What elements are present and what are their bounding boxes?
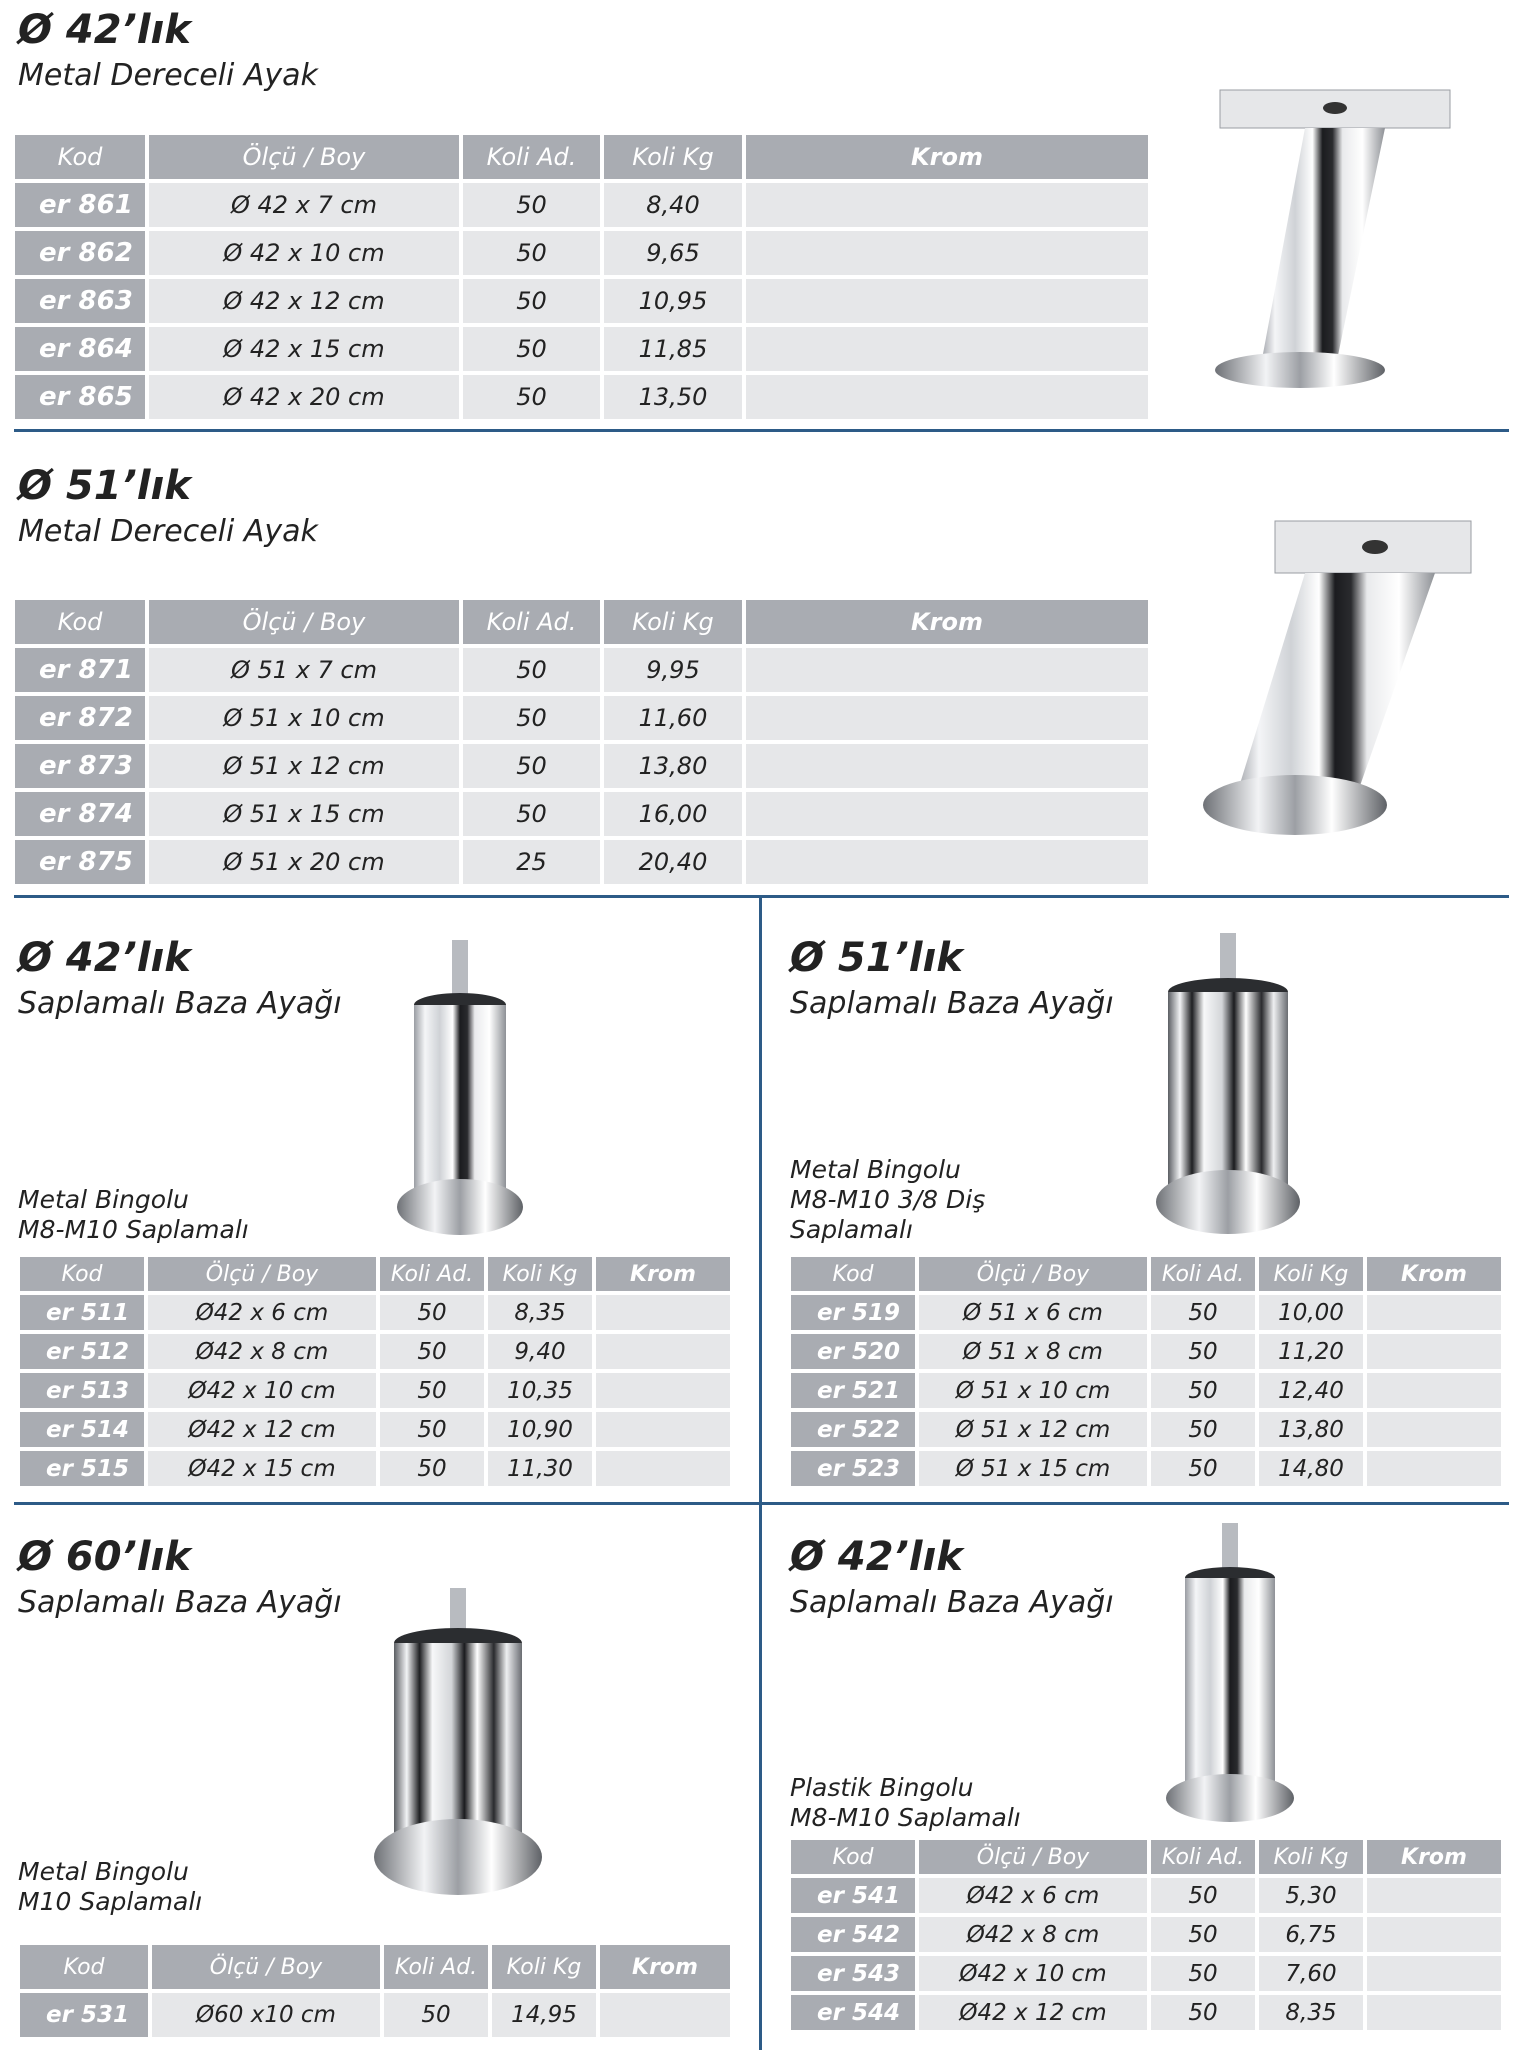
- table-row: [791, 1878, 1501, 1913]
- section-title: Ø 42’lık: [18, 935, 191, 981]
- col-koli-kg: Koli Kg: [492, 1945, 596, 1989]
- olcu-cell: Ø 51 x 12 cm: [149, 744, 459, 788]
- olcu-cell: Ø42 x 10 cm: [919, 1956, 1147, 1991]
- krom-cell: [1367, 1878, 1501, 1913]
- koli-kg-cell: 8,35: [488, 1295, 592, 1330]
- section-subtitle: Metal Dereceli Ayak: [18, 58, 318, 93]
- krom-cell: [746, 279, 1148, 323]
- col-koli-ad: Koli Ad.: [463, 600, 600, 644]
- kod-cell: er 520: [791, 1334, 915, 1369]
- spec-table-871: [11, 596, 1152, 888]
- koli-ad-cell: 50: [463, 231, 600, 275]
- table-row: [15, 840, 1148, 884]
- col-olcu: Ölçü / Boy: [148, 1257, 376, 1291]
- angled-leg-51-image: [1195, 515, 1475, 845]
- koli-kg-cell: 11,20: [1259, 1334, 1363, 1369]
- col-kod: Kod: [791, 1840, 915, 1874]
- section-42-saplamali-metal: [18, 935, 342, 1021]
- koli-kg-cell: 11,60: [604, 696, 742, 740]
- table-row: [20, 1451, 730, 1486]
- kod-cell: er 861: [15, 183, 145, 227]
- krom-cell: [1367, 1412, 1501, 1447]
- koli-kg-cell: 16,00: [604, 792, 742, 836]
- kod-cell: er 864: [15, 327, 145, 371]
- koli-kg-cell: 10,95: [604, 279, 742, 323]
- koli-kg-cell: 11,30: [488, 1451, 592, 1486]
- baza-leg-60-image: [370, 1585, 545, 1900]
- table-row: [791, 1956, 1501, 1991]
- koli-kg-cell: 10,00: [1259, 1295, 1363, 1330]
- koli-ad-cell: 50: [1151, 1956, 1255, 1991]
- kod-cell: er 512: [20, 1334, 144, 1369]
- baza-leg-42-metal-image: [395, 935, 530, 1240]
- col-koli-ad: Koli Ad.: [380, 1257, 484, 1291]
- kod-cell: er 862: [15, 231, 145, 275]
- koli-ad-cell: 50: [1151, 1412, 1255, 1447]
- koli-kg-cell: 9,95: [604, 648, 742, 692]
- olcu-cell: Ø 51 x 8 cm: [919, 1334, 1147, 1369]
- col-koli-ad: Koli Ad.: [1151, 1840, 1255, 1874]
- krom-cell: [1367, 1917, 1501, 1952]
- note-line: Plastik Bingolu: [790, 1773, 974, 1802]
- olcu-cell: Ø42 x 8 cm: [919, 1917, 1147, 1952]
- kod-cell: er 544: [791, 1995, 915, 2030]
- table-row: [791, 1373, 1501, 1408]
- koli-ad-cell: 50: [380, 1295, 484, 1330]
- note-line: Saplamalı: [790, 1215, 913, 1244]
- krom-cell: [746, 792, 1148, 836]
- vertical-divider: [759, 897, 762, 2050]
- col-koli-kg: Koli Kg: [1259, 1257, 1363, 1291]
- section-42-dereceli: [18, 7, 318, 93]
- koli-kg-cell: 13,80: [604, 744, 742, 788]
- koli-ad-cell: 50: [463, 279, 600, 323]
- koli-kg-cell: 7,60: [1259, 1956, 1363, 1991]
- kod-cell: er 874: [15, 792, 145, 836]
- section-title: Ø 51’lık: [18, 463, 191, 509]
- table-row: [15, 648, 1148, 692]
- koli-ad-cell: 50: [463, 696, 600, 740]
- note-line: Metal Bingolu: [790, 1155, 961, 1184]
- col-koli-kg: Koli Kg: [604, 135, 742, 179]
- section-subtitle: Saplamalı Baza Ayağı: [18, 1585, 342, 1620]
- krom-cell: [1367, 1334, 1501, 1369]
- koli-kg-cell: 11,85: [604, 327, 742, 371]
- spec-table-541: [787, 1836, 1505, 2034]
- col-kod: Kod: [15, 600, 145, 644]
- col-kod: Kod: [20, 1945, 148, 1989]
- olcu-cell: Ø 51 x 15 cm: [149, 792, 459, 836]
- krom-cell: [1367, 1295, 1501, 1330]
- olcu-cell: Ø 51 x 10 cm: [919, 1373, 1147, 1408]
- table-row: [15, 792, 1148, 836]
- table-row: [15, 696, 1148, 740]
- note-line: M8-M10 Saplamalı: [18, 1215, 249, 1244]
- koli-kg-cell: 9,65: [604, 231, 742, 275]
- koli-ad-cell: 50: [380, 1451, 484, 1486]
- koli-kg-cell: 13,50: [604, 375, 742, 419]
- koli-ad-cell: 50: [1151, 1995, 1255, 2030]
- olcu-cell: Ø 51 x 7 cm: [149, 648, 459, 692]
- table-row: [20, 1295, 730, 1330]
- krom-cell: [596, 1334, 730, 1369]
- col-kod: Kod: [15, 135, 145, 179]
- krom-cell: [746, 183, 1148, 227]
- kod-cell: er 863: [15, 279, 145, 323]
- spec-table-519: [787, 1253, 1505, 1490]
- note-line: Metal Bingolu: [18, 1185, 189, 1214]
- col-koli-ad: Koli Ad.: [384, 1945, 488, 1989]
- krom-cell: [1367, 1451, 1501, 1486]
- col-krom: Krom: [1367, 1257, 1501, 1291]
- koli-kg-cell: 14,95: [492, 1993, 596, 2037]
- koli-ad-cell: 25: [463, 840, 600, 884]
- kod-cell: er 872: [15, 696, 145, 740]
- olcu-cell: Ø 51 x 6 cm: [919, 1295, 1147, 1330]
- col-koli-kg: Koli Kg: [604, 600, 742, 644]
- koli-kg-cell: 9,40: [488, 1334, 592, 1369]
- product-note: [18, 1185, 249, 1245]
- olcu-cell: Ø 51 x 15 cm: [919, 1451, 1147, 1486]
- section-subtitle: Metal Dereceli Ayak: [18, 514, 318, 549]
- koli-ad-cell: 50: [384, 1993, 488, 2037]
- kod-cell: er 865: [15, 375, 145, 419]
- table-row: [20, 1373, 730, 1408]
- kod-cell: er 514: [20, 1412, 144, 1447]
- table-row: [20, 1412, 730, 1447]
- koli-ad-cell: 50: [1151, 1373, 1255, 1408]
- divider-line: [14, 1502, 1509, 1505]
- koli-kg-cell: 13,80: [1259, 1412, 1363, 1447]
- kod-cell: er 521: [791, 1373, 915, 1408]
- krom-cell: [746, 744, 1148, 788]
- baza-leg-42-plastik-image: [1160, 1520, 1300, 1830]
- section-60-saplamali: [18, 1534, 342, 1620]
- koli-kg-cell: 20,40: [604, 840, 742, 884]
- table-row: [20, 1993, 730, 2037]
- olcu-cell: Ø 51 x 20 cm: [149, 840, 459, 884]
- olcu-cell: Ø 42 x 20 cm: [149, 375, 459, 419]
- krom-cell: [746, 840, 1148, 884]
- olcu-cell: Ø42 x 12 cm: [919, 1995, 1147, 2030]
- kod-cell: er 519: [791, 1295, 915, 1330]
- col-olcu: Ölçü / Boy: [152, 1945, 380, 1989]
- olcu-cell: Ø42 x 6 cm: [148, 1295, 376, 1330]
- kod-cell: er 522: [791, 1412, 915, 1447]
- olcu-cell: Ø42 x 10 cm: [148, 1373, 376, 1408]
- section-51-dereceli: [18, 463, 318, 549]
- table-row: [791, 1334, 1501, 1369]
- kod-cell: er 871: [15, 648, 145, 692]
- spec-table-511: [16, 1253, 734, 1490]
- krom-cell: [600, 1993, 730, 2037]
- table-row: [791, 1917, 1501, 1952]
- col-olcu: Ölçü / Boy: [919, 1257, 1147, 1291]
- kod-cell: er 541: [791, 1878, 915, 1913]
- baza-leg-51-image: [1150, 930, 1305, 1240]
- koli-ad-cell: 50: [1151, 1451, 1255, 1486]
- olcu-cell: Ø 51 x 12 cm: [919, 1412, 1147, 1447]
- table-row: [15, 279, 1148, 323]
- kod-cell: er 542: [791, 1917, 915, 1952]
- table-row: [791, 1995, 1501, 2030]
- product-note: [790, 1773, 1021, 1833]
- koli-ad-cell: 50: [1151, 1295, 1255, 1330]
- olcu-cell: Ø42 x 15 cm: [148, 1451, 376, 1486]
- col-koli-ad: Koli Ad.: [1151, 1257, 1255, 1291]
- table-row: [15, 375, 1148, 419]
- kod-cell: er 875: [15, 840, 145, 884]
- koli-ad-cell: 50: [463, 375, 600, 419]
- olcu-cell: Ø 42 x 10 cm: [149, 231, 459, 275]
- product-note: [18, 1857, 202, 1917]
- section-title: Ø 42’lık: [18, 7, 191, 53]
- krom-cell: [746, 696, 1148, 740]
- koli-kg-cell: 8,40: [604, 183, 742, 227]
- col-koli-ad: Koli Ad.: [463, 135, 600, 179]
- koli-kg-cell: 5,30: [1259, 1878, 1363, 1913]
- koli-ad-cell: 50: [463, 744, 600, 788]
- koli-kg-cell: 10,90: [488, 1412, 592, 1447]
- table-row: [15, 183, 1148, 227]
- note-line: Metal Bingolu: [18, 1857, 189, 1886]
- kod-cell: er 543: [791, 1956, 915, 1991]
- koli-kg-cell: 12,40: [1259, 1373, 1363, 1408]
- table-row: [15, 231, 1148, 275]
- krom-cell: [596, 1373, 730, 1408]
- olcu-cell: Ø 42 x 15 cm: [149, 327, 459, 371]
- table-row: [15, 327, 1148, 371]
- olcu-cell: Ø42 x 12 cm: [148, 1412, 376, 1447]
- olcu-cell: Ø60 x10 cm: [152, 1993, 380, 2037]
- krom-cell: [746, 327, 1148, 371]
- note-line: M8-M10 Saplamalı: [790, 1803, 1021, 1832]
- koli-ad-cell: 50: [1151, 1878, 1255, 1913]
- olcu-cell: Ø 42 x 12 cm: [149, 279, 459, 323]
- col-koli-kg: Koli Kg: [1259, 1840, 1363, 1874]
- product-note: [790, 1155, 985, 1245]
- koli-ad-cell: 50: [463, 183, 600, 227]
- olcu-cell: Ø 51 x 10 cm: [149, 696, 459, 740]
- spec-table-861: [11, 131, 1152, 423]
- table-row: [791, 1451, 1501, 1486]
- krom-cell: [746, 648, 1148, 692]
- koli-ad-cell: 50: [380, 1412, 484, 1447]
- col-krom: Krom: [746, 135, 1148, 179]
- kod-cell: er 531: [20, 1993, 148, 2037]
- kod-cell: er 515: [20, 1451, 144, 1486]
- kod-cell: er 511: [20, 1295, 144, 1330]
- col-kod: Kod: [20, 1257, 144, 1291]
- krom-cell: [596, 1295, 730, 1330]
- section-title: Ø 42’lık: [790, 1534, 963, 1580]
- col-olcu: Ölçü / Boy: [149, 135, 459, 179]
- col-krom: Krom: [1367, 1840, 1501, 1874]
- koli-ad-cell: 50: [1151, 1334, 1255, 1369]
- note-line: M10 Saplamalı: [18, 1887, 203, 1916]
- col-kod: Kod: [791, 1257, 915, 1291]
- krom-cell: [596, 1412, 730, 1447]
- col-krom: Krom: [600, 1945, 730, 1989]
- table-row: [791, 1412, 1501, 1447]
- section-42-saplamali-plastik: [790, 1534, 1114, 1620]
- kod-cell: er 523: [791, 1451, 915, 1486]
- krom-cell: [746, 375, 1148, 419]
- olcu-cell: Ø42 x 6 cm: [919, 1878, 1147, 1913]
- section-subtitle: Saplamalı Baza Ayağı: [790, 986, 1114, 1021]
- col-krom: Krom: [746, 600, 1148, 644]
- krom-cell: [1367, 1995, 1501, 2030]
- koli-kg-cell: 6,75: [1259, 1917, 1363, 1952]
- section-title: Ø 60’lık: [18, 1534, 191, 1580]
- section-subtitle: Saplamalı Baza Ayağı: [790, 1585, 1114, 1620]
- olcu-cell: Ø42 x 8 cm: [148, 1334, 376, 1369]
- krom-cell: [596, 1451, 730, 1486]
- koli-ad-cell: 50: [463, 792, 600, 836]
- koli-ad-cell: 50: [380, 1373, 484, 1408]
- krom-cell: [746, 231, 1148, 275]
- koli-ad-cell: 50: [380, 1334, 484, 1369]
- kod-cell: er 873: [15, 744, 145, 788]
- table-row: [791, 1295, 1501, 1330]
- koli-kg-cell: 14,80: [1259, 1451, 1363, 1486]
- koli-ad-cell: 50: [463, 327, 600, 371]
- table-row: [15, 744, 1148, 788]
- section-title: Ø 51’lık: [790, 935, 963, 981]
- col-krom: Krom: [596, 1257, 730, 1291]
- section-51-saplamali: [790, 935, 1114, 1021]
- col-olcu: Ölçü / Boy: [149, 600, 459, 644]
- olcu-cell: Ø 42 x 7 cm: [149, 183, 459, 227]
- koli-ad-cell: 50: [463, 648, 600, 692]
- note-line: M8-M10 3/8 Diş: [790, 1185, 986, 1214]
- koli-kg-cell: 10,35: [488, 1373, 592, 1408]
- spec-table-531: [16, 1941, 734, 2041]
- section-subtitle: Saplamalı Baza Ayağı: [18, 986, 342, 1021]
- koli-ad-cell: 50: [1151, 1917, 1255, 1952]
- table-row: [20, 1334, 730, 1369]
- koli-kg-cell: 8,35: [1259, 1995, 1363, 2030]
- col-koli-kg: Koli Kg: [488, 1257, 592, 1291]
- angled-leg-42-image: [1210, 80, 1460, 400]
- kod-cell: er 513: [20, 1373, 144, 1408]
- krom-cell: [1367, 1956, 1501, 1991]
- divider-line: [14, 429, 1509, 432]
- col-olcu: Ölçü / Boy: [919, 1840, 1147, 1874]
- krom-cell: [1367, 1373, 1501, 1408]
